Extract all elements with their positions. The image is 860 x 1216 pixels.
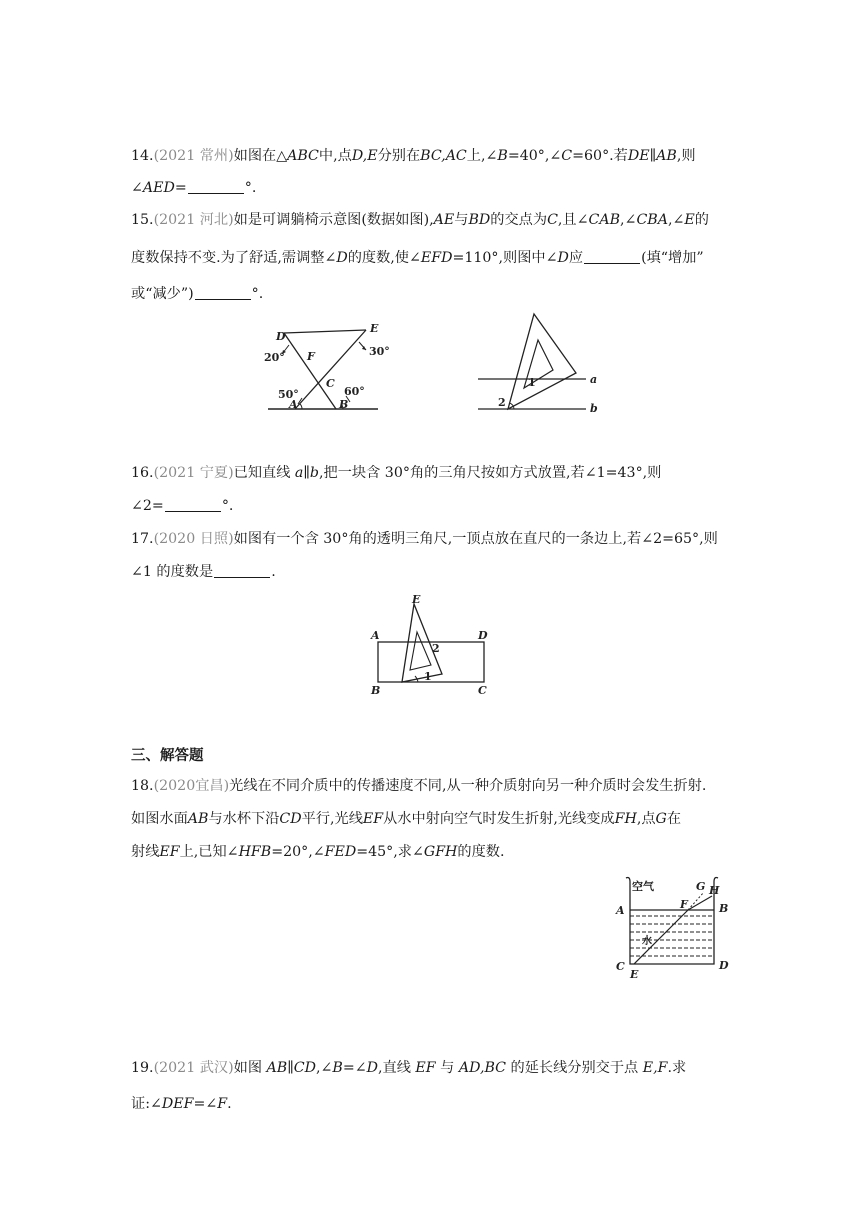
- q16-line-2: ∠2= °.: [131, 498, 234, 514]
- label-A: A: [616, 904, 625, 917]
- label-a: a: [590, 373, 598, 386]
- q16-source: (2021 宁夏): [153, 465, 234, 481]
- q19-line-1: 19.(2021 武汉)如图 AB∥CD,∠B=∠D,直线 EF 与 AD,BC 的延长线分别交于点 E,F.求: [131, 1060, 687, 1076]
- answer-blank: [584, 249, 640, 264]
- q15-source: (2021 河北): [153, 212, 234, 228]
- label-water: 水: [642, 936, 652, 947]
- label-D: D: [719, 959, 729, 972]
- q15-line-1: 15.(2021 河北)如是可调躺椅示意图(数据如图),AE与BD的交点为C,且∠CAB,∠CBA,∠E的: [131, 212, 709, 228]
- q16-line-1: 16.(2021 宁夏)已知直线 a∥b,把一块含 30°角的三角尺按如方式放置,若∠1=43°,则: [131, 465, 662, 481]
- q15-line-3: 或“减少”) °.: [131, 286, 264, 302]
- figure-q15-chair: [262, 318, 397, 414]
- q15-line-2: 度数保持不变.为了舒适,需调整∠D的度数,使∠EFD=110°,则图中∠D应 (填“增加”: [131, 250, 704, 266]
- label-G: G: [696, 880, 706, 893]
- label-D: D: [276, 330, 286, 343]
- label-C: C: [616, 960, 625, 973]
- section-heading: 三、解答题: [131, 748, 204, 764]
- label-D: D: [478, 629, 488, 642]
- label-angle-2: 2: [498, 396, 506, 409]
- q14-line-1: 14.(2021 常州)如图在△ABC中,点D,E分别在BC,AC上,∠B=40°,∠C=60°.若DE∥AB,则: [131, 148, 696, 164]
- label-F: F: [680, 898, 688, 911]
- label-H: H: [709, 884, 720, 897]
- label-B: B: [371, 684, 381, 697]
- q19-source: (2021 武汉): [153, 1060, 234, 1076]
- label-angle-1: 1: [528, 376, 536, 389]
- label-C: C: [478, 684, 487, 697]
- label-E: E: [370, 322, 379, 335]
- answer-blank: [165, 497, 221, 512]
- q17-source: (2020 日照): [153, 531, 234, 547]
- answer-blank: [188, 179, 244, 194]
- q18-line-3: 射线EF上,已知∠HFB=20°,∠FED=45°,求∠GFH的度数.: [131, 844, 505, 860]
- angle-60: 60°: [344, 385, 365, 398]
- label-A: A: [289, 398, 298, 411]
- label-angle-2: 2: [432, 642, 440, 655]
- label-E: E: [412, 593, 421, 606]
- label-F: F: [307, 350, 315, 363]
- label-C: C: [326, 377, 335, 390]
- angle-50: 50°: [278, 388, 299, 401]
- q18-line-2: 如图水面AB与水杯下沿CD平行,光线EF从水中射向空气时发生折射,光线变成FH,点G在: [131, 811, 682, 827]
- label-B: B: [339, 398, 349, 411]
- q14-line-2: ∠AED= °.: [131, 180, 257, 196]
- figure-q18-water-cup: [612, 872, 740, 980]
- angle-30: 30°: [369, 345, 390, 358]
- label-E: E: [630, 968, 639, 980]
- label-b: b: [590, 402, 598, 414]
- label-A: A: [371, 629, 380, 642]
- q18-source: (2020宜昌): [153, 778, 230, 794]
- figure-q16-parallel-lines: [478, 308, 608, 414]
- q14-source: (2021 常州): [153, 148, 234, 164]
- q17-line-2: ∠1 的度数是 .: [131, 564, 276, 580]
- label-air: 空气: [632, 880, 654, 893]
- label-angle-1: 1: [424, 670, 432, 683]
- answer-blank: [214, 563, 270, 578]
- label-B: B: [719, 902, 729, 915]
- angle-20: 20°: [264, 351, 285, 364]
- answer-blank: [195, 285, 251, 300]
- q19-line-2: 证:∠DEF=∠F.: [131, 1096, 232, 1112]
- q17-line-1: 17.(2020 日照)如图有一个含 30°角的透明三角尺,一顶点放在直尺的一条边上,若∠2=65°,则: [131, 531, 718, 547]
- q18-line-1: 18.(2020宜昌)光线在不同介质中的传播速度不同,从一种介质射向另一种介质时会发生折射.: [131, 778, 707, 794]
- figure-q17-ruler: [368, 592, 498, 698]
